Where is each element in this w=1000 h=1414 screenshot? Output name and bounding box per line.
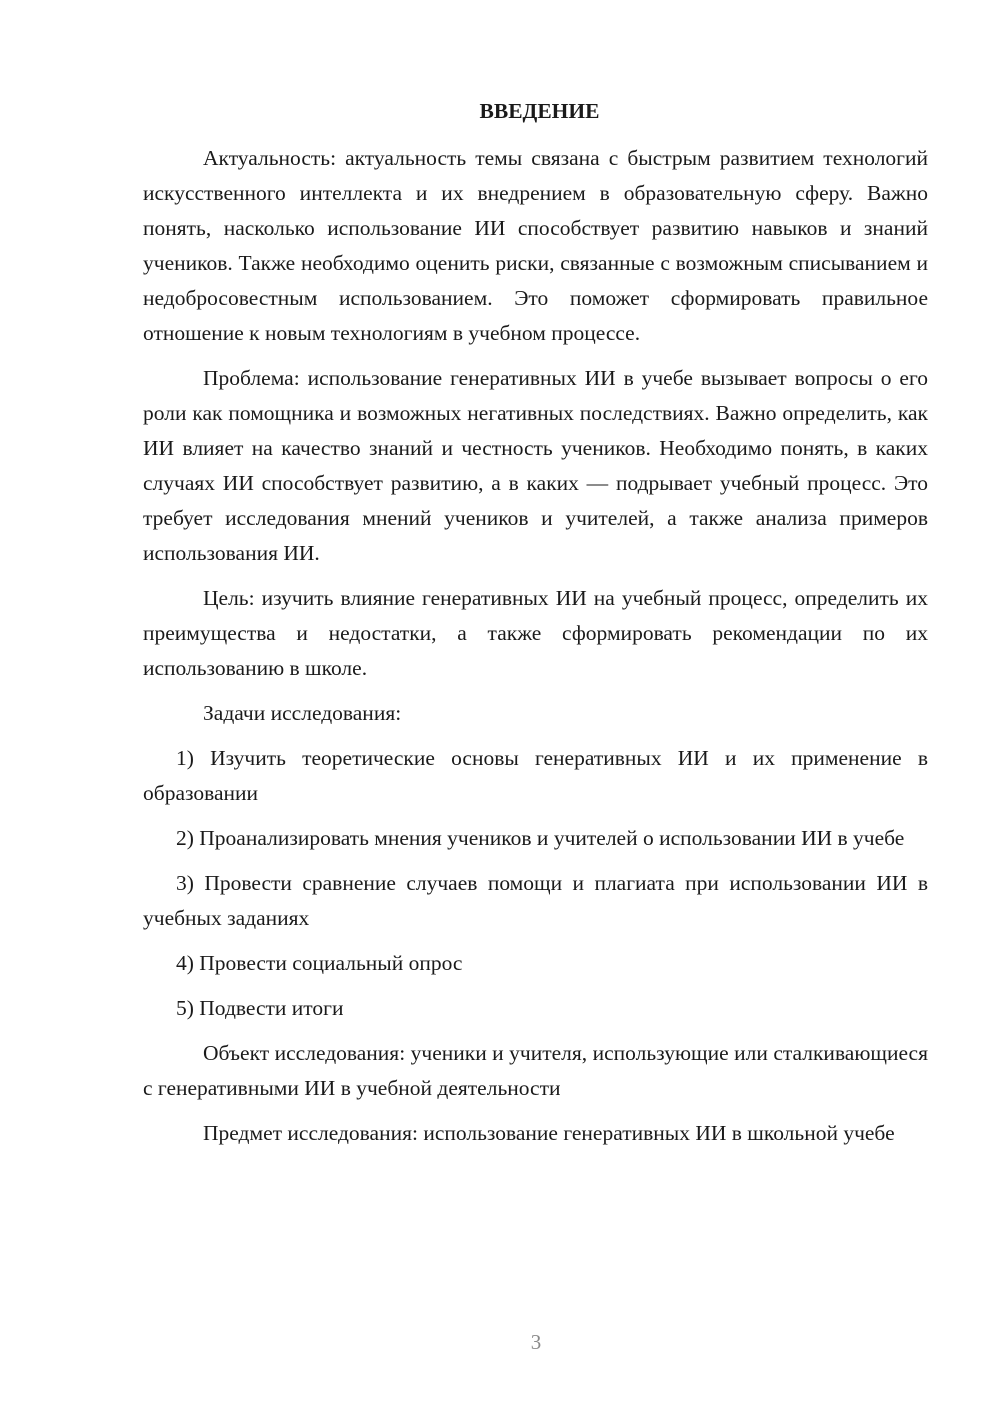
paragraph-problem: Проблема: использование генеративных ИИ в учебе вызывает вопросы о его роли как помощника и возможных негативных последствиях. Важно определить, как ИИ влияет на качество знаний и честность учеников. Необходимо понять, в каких случаях ИИ способствует развитию, а в каких — подрывает учебный процесс. Это требует исследования мнений учеников и учителей, а также анализа примеров использования ИИ. xyxy=(143,366,928,565)
task-item-3: 3) Провести сравнение случаев помощи и плагиата при использовании ИИ в учебных заданиях xyxy=(143,871,928,930)
paragraph-subject: Предмет исследования: использование генеративных ИИ в школьной учебе xyxy=(203,1121,895,1145)
paragraph-relevance: Актуальность: актуальность темы связана с быстрым развитием технологий искусственного интеллекта и их внедрением в образовательную сферу. Важно понять, насколько использование ИИ способствует развитию навыков и знаний учеников. Также необходимо оценить риски, связанные с возможным списыванием и недобросовестным использованием. Это поможет сформировать правильное отношение к новым технологиям в учебном процессе. xyxy=(143,146,928,345)
task-item-1: 1) Изучить теоретические основы генеративных ИИ и их применение в образовании xyxy=(143,746,928,805)
section-heading: ВВЕДЕНИЕ xyxy=(479,99,600,123)
paragraph-object: Объект исследования: ученики и учителя, использующие или сталкивающиеся с генеративными ИИ в учебной деятельности xyxy=(143,1041,928,1100)
task-item-5: 5) Подвести итоги xyxy=(176,996,344,1020)
task-item-4: 4) Провести социальный опрос xyxy=(176,951,463,975)
page-content xyxy=(143,94,928,1161)
page-number: 3 xyxy=(530,1330,542,1354)
task-item-2: 2) Проанализировать мнения учеников и учителей о использовании ИИ в учебе xyxy=(176,826,905,850)
paragraph-goal: Цель: изучить влияние генеративных ИИ на учебный процесс, определить их преимущества и недостатки, а также сформировать рекомендации по их использованию в школе. xyxy=(143,586,928,680)
paragraph-tasks-title: Задачи исследования: xyxy=(203,701,402,725)
